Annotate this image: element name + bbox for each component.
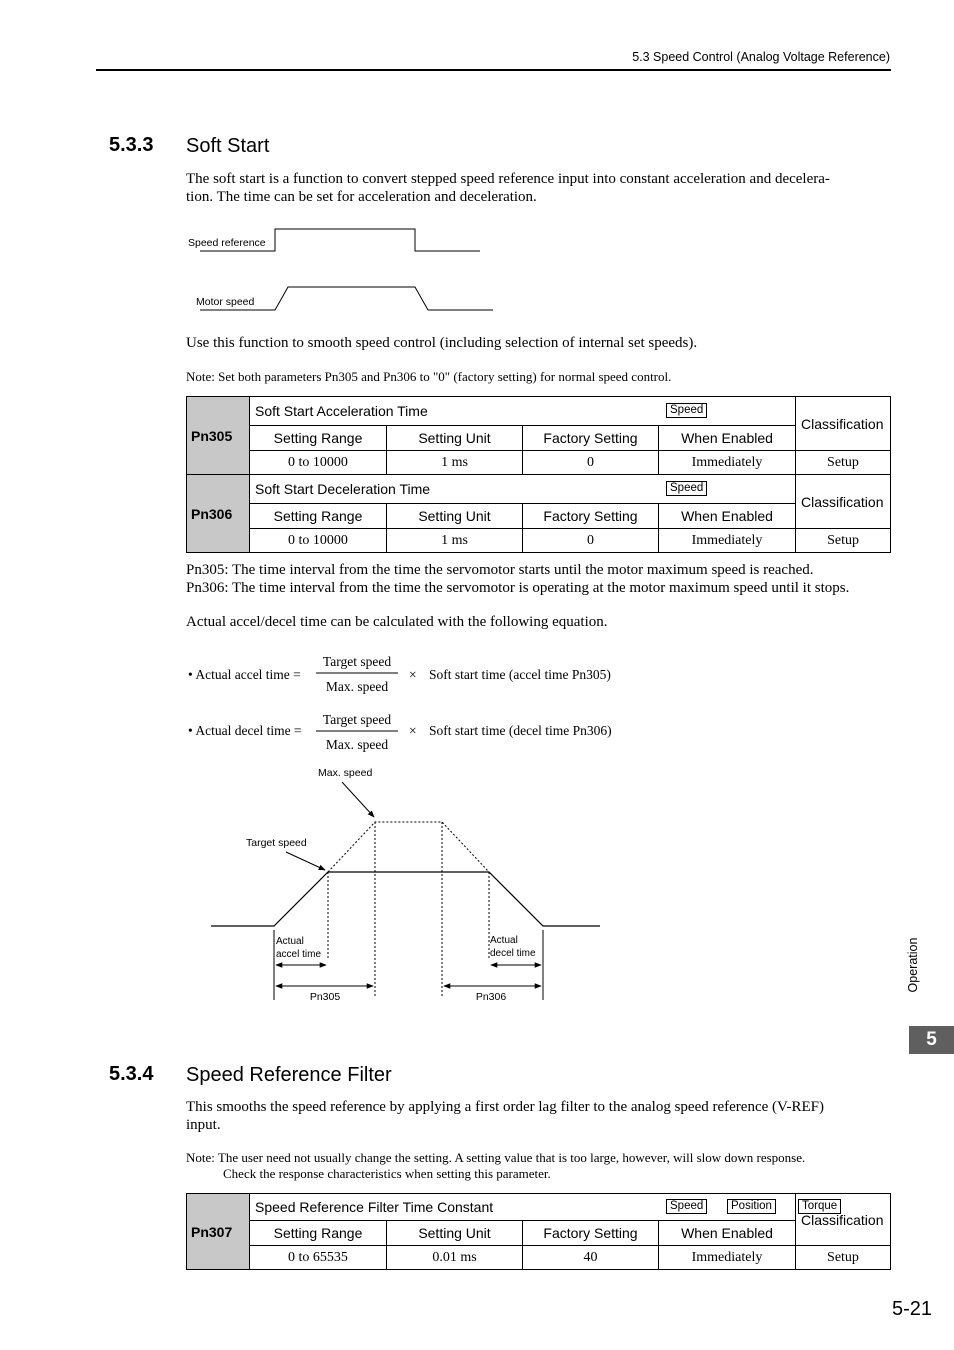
header-when-enabled: When Enabled — [659, 1221, 796, 1246]
section-number: 5.3.3 — [109, 134, 154, 156]
speed-reference-label: Speed reference — [188, 237, 266, 249]
section-title: Speed Reference Filter — [186, 1064, 392, 1086]
desc-pn305: Pn305: The time interval from the time the servomotor starts until the motor maximum speed is reached. — [186, 562, 814, 578]
param-descriptions — [186, 561, 906, 597]
equation-intro: Actual accel/decel time can be calculated with the following equation. — [186, 614, 608, 630]
pn305-span-label: Pn305 — [309, 991, 341, 1003]
value-setting-range: 0 to 65535 — [250, 1246, 387, 1270]
eq-accel-rhs: Soft start time (accel time Pn305) — [429, 667, 611, 682]
intro-paragraph — [186, 170, 891, 206]
header-setting-range: Setting Range — [250, 1221, 387, 1246]
param-table-pn306 — [186, 474, 891, 553]
filter-note — [186, 1150, 906, 1182]
filter-note-line-2: Check the response characteristics when setting this parameter. — [223, 1166, 551, 1181]
chapter-label — [896, 930, 930, 1000]
value-setting-range: 0 to 10000 — [250, 529, 387, 553]
filter-intro-line-1: This smooths the speed reference by applying a first order lag filter to the analog speed reference (V-REF) — [186, 1099, 824, 1115]
value-classification: Setup — [796, 529, 891, 553]
value-when-enabled: Immediately — [659, 529, 796, 553]
classification-label: Classification — [796, 475, 891, 529]
value-setting-unit: 1 ms — [387, 451, 523, 475]
eq-accel-times: × — [409, 667, 417, 682]
value-classification: Setup — [796, 451, 891, 475]
intro-line-2: tion. The time can be set for acceleration and deceleration. — [186, 189, 537, 205]
value-setting-range: 0 to 10000 — [250, 451, 387, 475]
max-speed-label: Max. speed — [318, 767, 373, 779]
usage-text: Use this function to smooth speed control (including selection of internal set speeds). — [186, 335, 698, 351]
motor-speed-label: Motor speed — [196, 296, 255, 308]
header-when-enabled: When Enabled — [659, 426, 796, 451]
header-factory-setting: Factory Setting — [523, 504, 659, 529]
chapter-label-text: Operation — [906, 937, 920, 993]
param-name — [250, 397, 796, 426]
intro-line-1: The soft start is a function to convert stepped speed reference input into constant acceleration and decelera- — [186, 171, 830, 187]
eq-accel-denominator: Max. speed — [325, 679, 389, 694]
classification-label: Classification — [796, 1194, 891, 1246]
decel-time-label-1: Actual — [490, 935, 518, 946]
header-factory-setting: Factory Setting — [523, 1221, 659, 1246]
value-when-enabled: Immediately — [659, 451, 796, 475]
eq-decel-numerator: Target speed — [322, 712, 392, 727]
param-table-pn307 — [186, 1193, 891, 1270]
header-rule — [96, 69, 891, 71]
accel-decel-figure — [200, 760, 610, 1010]
param-name-text: Speed Reference Filter Time Constant — [255, 1199, 494, 1215]
target-speed-label: Target speed — [246, 837, 307, 849]
eq-decel-rhs: Soft start time (decel time Pn306) — [429, 723, 612, 738]
value-classification: Setup — [796, 1246, 891, 1270]
actual-speed-profile — [211, 872, 600, 926]
section-title: Soft Start — [186, 135, 270, 157]
param-name-text: Soft Start Deceleration Time — [255, 481, 431, 497]
param-number: Pn305 — [187, 397, 250, 475]
soft-start-figure — [180, 222, 510, 322]
value-factory-setting: 0 — [523, 529, 659, 553]
eq-decel-times: × — [409, 723, 417, 738]
note-text: Note: Set both parameters Pn305 and Pn306 to "0" (factory setting) for normal speed control. — [186, 369, 672, 384]
filter-note-line-1: Note: The user need not usually change the setting. A setting value that is too large, however, will slow down response. — [186, 1150, 806, 1165]
pn306-span-label: Pn306 — [475, 991, 507, 1003]
eq-accel-lhs: • Actual accel time = — [188, 667, 301, 682]
param-name — [250, 475, 796, 504]
classification-label: Classification — [796, 397, 891, 451]
value-factory-setting: 40 — [523, 1246, 659, 1270]
max-speed-profile — [328, 822, 489, 872]
max-speed-arrow — [342, 782, 374, 817]
speed-tag: Speed — [666, 481, 707, 496]
value-setting-unit: 0.01 ms — [387, 1246, 523, 1270]
desc-pn306: Pn306: The time interval from the time the servomotor is operating at the motor maximum speed until it stops. — [186, 580, 850, 596]
header-when-enabled: When Enabled — [659, 504, 796, 529]
param-table-pn305 — [186, 396, 891, 475]
param-number: Pn306 — [187, 475, 250, 553]
filter-intro-line-2: input. — [186, 1117, 221, 1133]
param-name-text: Soft Start Acceleration Time — [255, 403, 428, 419]
equations — [180, 648, 650, 753]
param-number: Pn307 — [187, 1194, 250, 1270]
chapter-tab: 5 — [909, 1026, 954, 1054]
eq-accel-numerator: Target speed — [322, 654, 392, 669]
eq-decel-lhs: • Actual decel time = — [188, 723, 302, 738]
torque-tag: Torque — [798, 1199, 841, 1214]
value-when-enabled: Immediately — [659, 1246, 796, 1270]
param-name — [250, 1194, 838, 1221]
header-setting-unit: Setting Unit — [387, 1221, 523, 1246]
header-setting-range: Setting Range — [250, 426, 387, 451]
header-setting-unit: Setting Unit — [387, 504, 523, 529]
header-setting-unit: Setting Unit — [387, 426, 523, 451]
running-header: 5.3 Speed Control (Analog Voltage Reference) — [632, 50, 890, 64]
filter-intro-paragraph — [186, 1098, 891, 1134]
section-number: 5.3.4 — [109, 1063, 154, 1085]
decel-time-label-2: decel time — [490, 948, 536, 959]
accel-time-label-1: Actual — [276, 936, 304, 947]
value-factory-setting: 0 — [523, 451, 659, 475]
equation-decel — [188, 712, 612, 752]
header-setting-range: Setting Range — [250, 504, 387, 529]
speed-tag: Speed — [666, 403, 707, 418]
position-tag: Position — [727, 1199, 776, 1214]
page-number: 5-21 — [891, 1298, 932, 1320]
target-speed-arrow — [286, 852, 325, 870]
accel-time-label-2: accel time — [276, 949, 322, 960]
value-setting-unit: 1 ms — [387, 529, 523, 553]
header-factory-setting: Factory Setting — [523, 426, 659, 451]
speed-tag: Speed — [666, 1199, 707, 1214]
equation-accel — [188, 654, 611, 694]
eq-decel-denominator: Max. speed — [325, 737, 389, 752]
